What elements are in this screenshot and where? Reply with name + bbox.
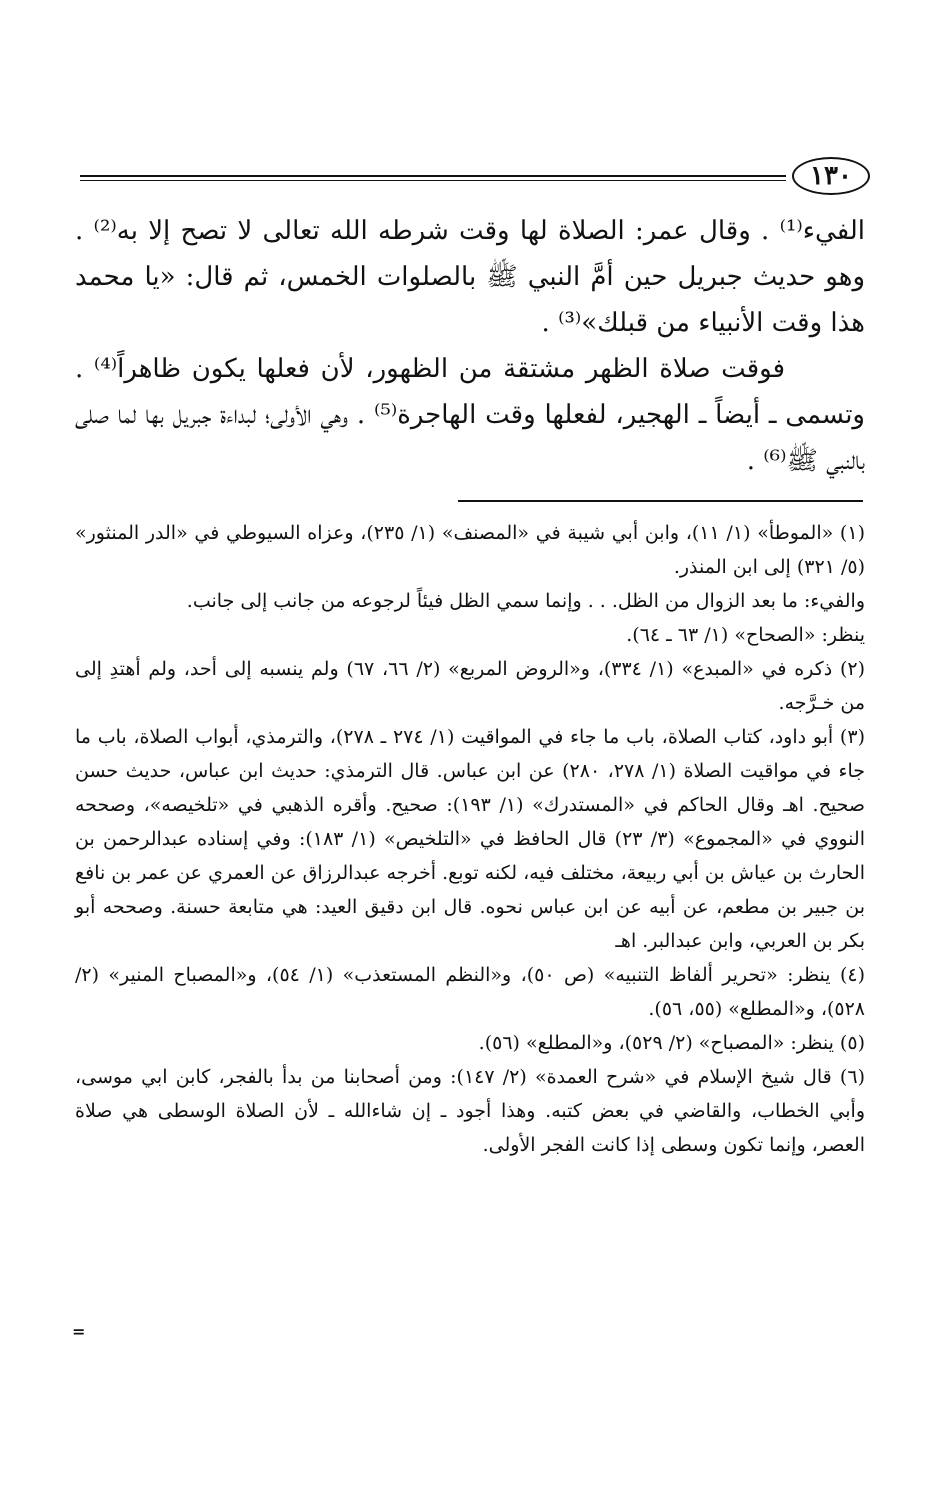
header-rule	[80, 175, 786, 181]
footnote-6: (٦) قال شيخ الإسلام في «شرح العمدة» (٢/ ١٤٧): ومن أصحابنا من بدأ بالفجر، كابن ابي موسى، وأبي الخطاب، والقاضي في بعض كتبه. وهذا أجود ـ إن شاءالله ـ لأن الصلاة الوسطى هي صلاة العصر، وإنما تكون وسطى إذا كانت الفجر الأولى.	[75, 1066, 865, 1156]
footnote-4: (٤) ينظر: «تحرير ألفاظ التنبيه» (ص ٥٠)، و«النظم المستعذب» (١/ ٥٤)، و«المصباح المنير» (٢/ ٥٢٨)، و«المطلع» (٥٥، ٥٦).	[75, 964, 866, 1020]
footnote-2: (٢) ذكره في «المبدع» (١/ ٣٣٤)، و«الروض المربع» (٢/ ٦٦، ٦٧) ولم ينسبه إلى أحد، ولم أهتدِ إلى من خـرَّجه.	[75, 658, 866, 714]
bottom-mark: =	[72, 1322, 86, 1341]
footnote-1-ref: ينظر: «الصحاح» (١/ ٦٣ ـ ٦٤).	[626, 624, 865, 646]
footnote-1-note: والفيء: ما بعد الزوال من الظل. . . وإنما سمي الظل فيئاً لرجوعه من جانب إلى جانب.	[186, 590, 865, 612]
footnote-5: (٥) ينظر: «المصباح» (٢/ ٥٢٩)، و«المطلع» (٥٦).	[478, 1032, 865, 1054]
main-paragraph: الفيء⁽¹⁾ . وقال عمر: الصلاة لها وقت شرطه الله تعالى لا تصح إلا به⁽²⁾ . وهو حديث جبريل حين أمَّ النبي ﷺ بالصلوات الخمس، ثم قال: «يا محمد هذا وقت الأنبياء من قبلك»⁽³⁾ .	[75, 216, 866, 338]
main-text	[75, 208, 865, 484]
footnote-3: (٣) أبو داود، كتاب الصلاة، باب ما جاء في المواقيت (١/ ٢٧٤ ـ ٢٧٨)، والترمذي، أبواب الصلاة، باب ما جاء في مواقيت الصلاة (١/ ٢٧٨، ٢٨٠) عن ابن عباس. قال الترمذي: حديث ابن عباس، حديث حسن صحيح. اهـ وقال الحاكم في «المستدرك» (١/ ١٩٣): صحيح. وأقره الذهبي في «تلخيصه»، وصححه النووي في «المجموع» (٣/ ٢٣) قال الحافظ في «التلخيص» (١/ ١٨٣): وفي إسناده عبدالرحمن بن الحارث بن عياش بن أبي ربيعة، مختلف فيه، لكنه توبع. أخرجه عبدالرزاق عن العمري عن عمر بن نافع بن جبير بن مطعم، عن أبيه عن ابن عباس نحوه. قال ابن دقيق العيد: هي متابعة حسنة. وصححه أبو بكر بن العربي، وابن عبدالبر. اهـ	[75, 726, 865, 952]
footnote-separator	[458, 500, 863, 502]
page-number: ١٣٠	[792, 157, 870, 195]
main-paragraph: فوقت صلاة الظهر مشتقة من الظهور، لأن فعلها يكون ظاهراً⁽⁴⁾ . وتسمى ـ أيضاً ـ الهجير، لفعلها وقت الهاجرة⁽⁵⁾ . وهي الأولى؛ لبداءة جبريل بها لما صلى بالنبي ﷺ⁽⁶⁾ .	[75, 354, 865, 476]
footnotes	[75, 516, 865, 1162]
footnote-1: (١) «الموطأ» (١/ ١١)، وابن أبي شيبة في «المصنف» (١/ ٢٣٥)، وعزاه السيوطي في «الدر المنثور» (٥/ ٣٢١) إلى ابن المنذر.	[75, 522, 865, 578]
page-header	[80, 155, 870, 201]
